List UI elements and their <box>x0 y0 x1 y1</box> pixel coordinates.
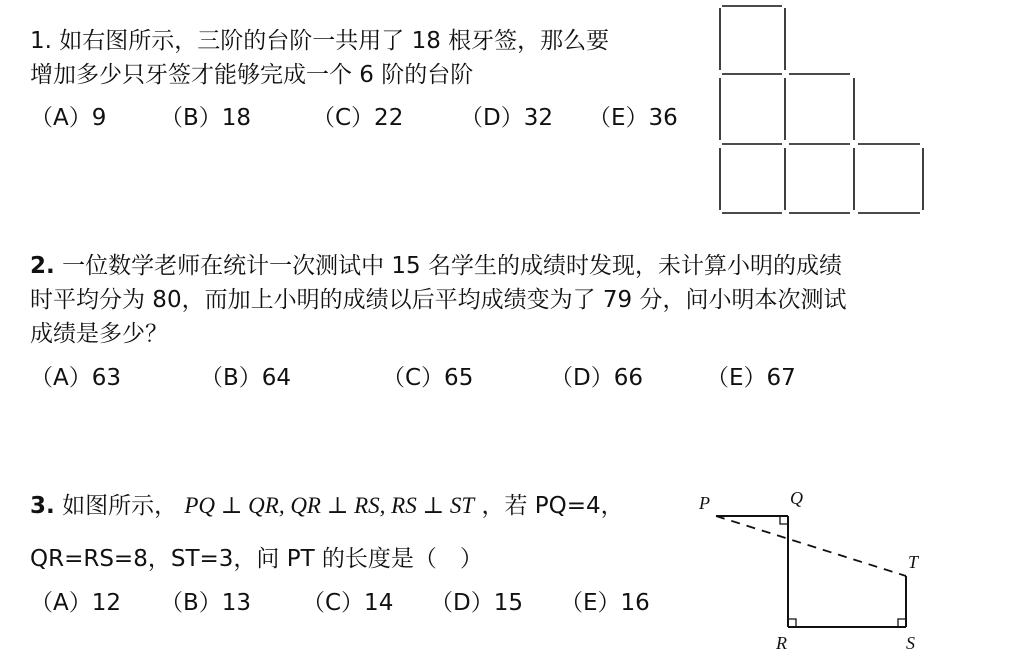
q2-option-a: （A）63 <box>30 365 122 391</box>
q1-text-line1: 1. 如右图所示，三阶的台阶一共用了 18 根牙签，那么要 <box>30 28 610 54</box>
q2-option-c: （C）65 <box>382 365 474 391</box>
q2-option-d: （D）66 <box>550 365 643 391</box>
q2-line1-text: 一位数学老师在统计一次测试中 15 名学生的成绩时发现，未计算小明的成绩 <box>62 253 842 279</box>
q3-option-c: （C）14 <box>302 590 394 616</box>
q3-geometry-figure <box>690 484 930 659</box>
right-angle-q <box>780 516 788 524</box>
q1-option-d: （D）32 <box>460 105 553 131</box>
q3-intro: 如图所示， <box>62 493 178 519</box>
q3-cont: ，若 PQ=4， <box>481 493 624 519</box>
q1-option-a: （A）9 <box>30 105 107 131</box>
q1-text-line2: 增加多少只牙签才能够完成一个 6 阶的台阶 <box>30 62 474 88</box>
q1-option-b: （B）18 <box>160 105 252 131</box>
q3-option-e: （E）16 <box>560 590 650 616</box>
q1-option-e: （E）36 <box>588 105 678 131</box>
label-t: T <box>908 552 919 572</box>
q2-option-b: （B）64 <box>200 365 292 391</box>
label-p: P <box>699 493 710 513</box>
q1-option-c: （C）22 <box>312 105 404 131</box>
q2-text-line1 <box>30 252 842 280</box>
q2-option-e: （E）67 <box>706 365 796 391</box>
q3-condition: PQ ⊥ QR, QR ⊥ RS, RS ⊥ ST <box>184 493 475 518</box>
q3-number: 3. <box>30 493 55 519</box>
q2-text-line2: 时平均分为 80，而加上小明的成绩以后平均成绩变为了 79 分，问小明本次测试 <box>30 287 847 313</box>
q2-text-line3: 成绩是多少？ <box>30 321 168 347</box>
q3-text-line2: QR=RS=8，ST=3，问 PT 的长度是（ ） <box>30 546 483 572</box>
label-r: R <box>776 633 787 653</box>
q1-staircase-figure <box>708 0 938 220</box>
segment-pt-dashed <box>716 516 906 576</box>
q3-option-a: （A）12 <box>30 590 122 616</box>
right-angle-s <box>898 619 906 627</box>
right-angle-r <box>788 619 796 627</box>
q3-text-line1 <box>30 492 624 520</box>
label-s: S <box>906 633 915 653</box>
q2-number: 2. <box>30 253 55 279</box>
q3-option-d: （D）15 <box>430 590 523 616</box>
label-q: Q <box>790 488 803 508</box>
q3-option-b: （B）13 <box>160 590 252 616</box>
